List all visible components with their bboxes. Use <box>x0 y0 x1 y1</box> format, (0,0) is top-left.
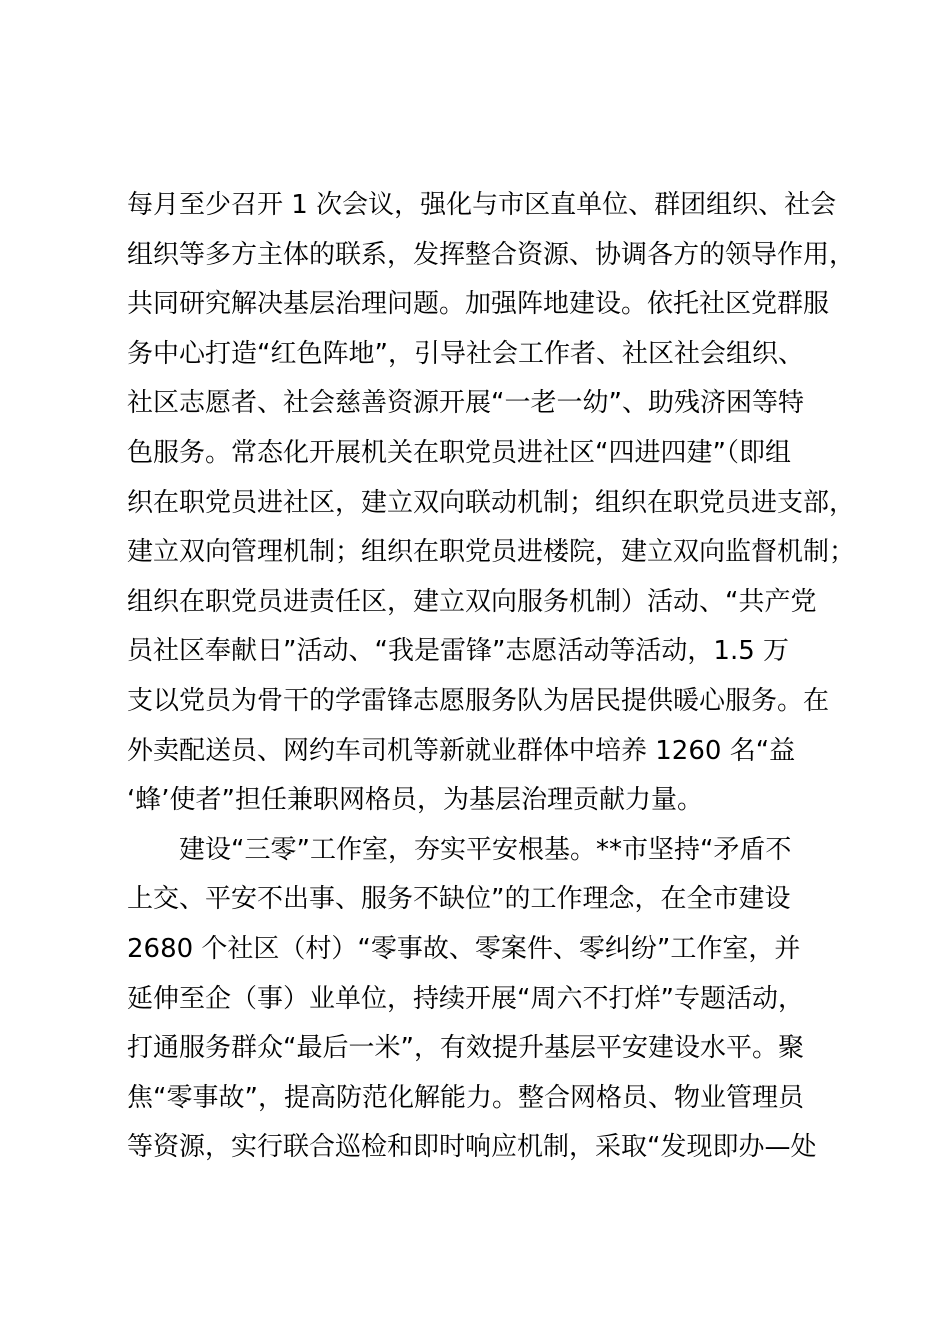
text-line: 打通服务群众“最后一米”，有效提升基层平安建设水平。聚 <box>127 1033 804 1064</box>
text-line: 外卖配送员、网约车司机等新就业群体中培养 1260 名“益 <box>127 735 796 766</box>
text-line: 2680 个社区（村）“零事故、零案件、零纠纷”工作室，并 <box>127 933 801 964</box>
paragraph-first-line: 建设“三零”工作室，夯实平安根基。**市坚持“矛盾不 <box>179 834 792 865</box>
text-line: ‘蜂’使者”担任兼职网格员，为基层治理贡献力量。 <box>127 785 703 816</box>
text-line: 员社区奉献日”活动、“我是雷锋”志愿活动等活动，1.5 万 <box>127 636 790 667</box>
text-line: 等资源，实行联合巡检和即时响应机制，采取“发现即办—处 <box>127 1132 817 1163</box>
text-line: 上交、平安不出事、服务不缺位”的工作理念，在全市建设 <box>127 884 791 915</box>
text-line: 组织在职党员进责任区，建立双向服务机制）活动、“共产党 <box>127 586 817 617</box>
text-line: 共同研究解决基层治理问题。加强阵地建设。依托社区党群服 <box>127 289 830 320</box>
text-line: 织在职党员进社区，建立双向联动机制；组织在职党员进支部， <box>127 487 856 518</box>
text-line: 色服务。常态化开展机关在职党员进社区“四进四建”（即组 <box>127 437 791 468</box>
document-body <box>127 181 867 1173</box>
text-line: 组织等多方主体的联系，发挥整合资源、协调各方的领导作用， <box>127 239 856 270</box>
text-line: 建立双向管理机制；组织在职党员进楼院，建立双向监督机制； <box>127 537 856 568</box>
text-line: 焦“零事故”，提高防范化解能力。整合网格员、物业管理员 <box>127 1082 804 1113</box>
text-line: 务中心打造“红色阵地”，引导社会工作者、社区社会组织、 <box>127 338 804 369</box>
text-line: 社区志愿者、社会慈善资源开展“一老一幼”、助残济困等特 <box>127 388 804 419</box>
text-line: 支以党员为骨干的学雷锋志愿服务队为居民提供暖心服务。在 <box>127 685 830 716</box>
text-line: 延伸至企（事）业单位，持续开展“周六不打烊”专题活动， <box>127 983 804 1014</box>
text-line: 每月至少召开 1 次会议，强化与市区直单位、群团组织、社会 <box>127 190 837 220</box>
